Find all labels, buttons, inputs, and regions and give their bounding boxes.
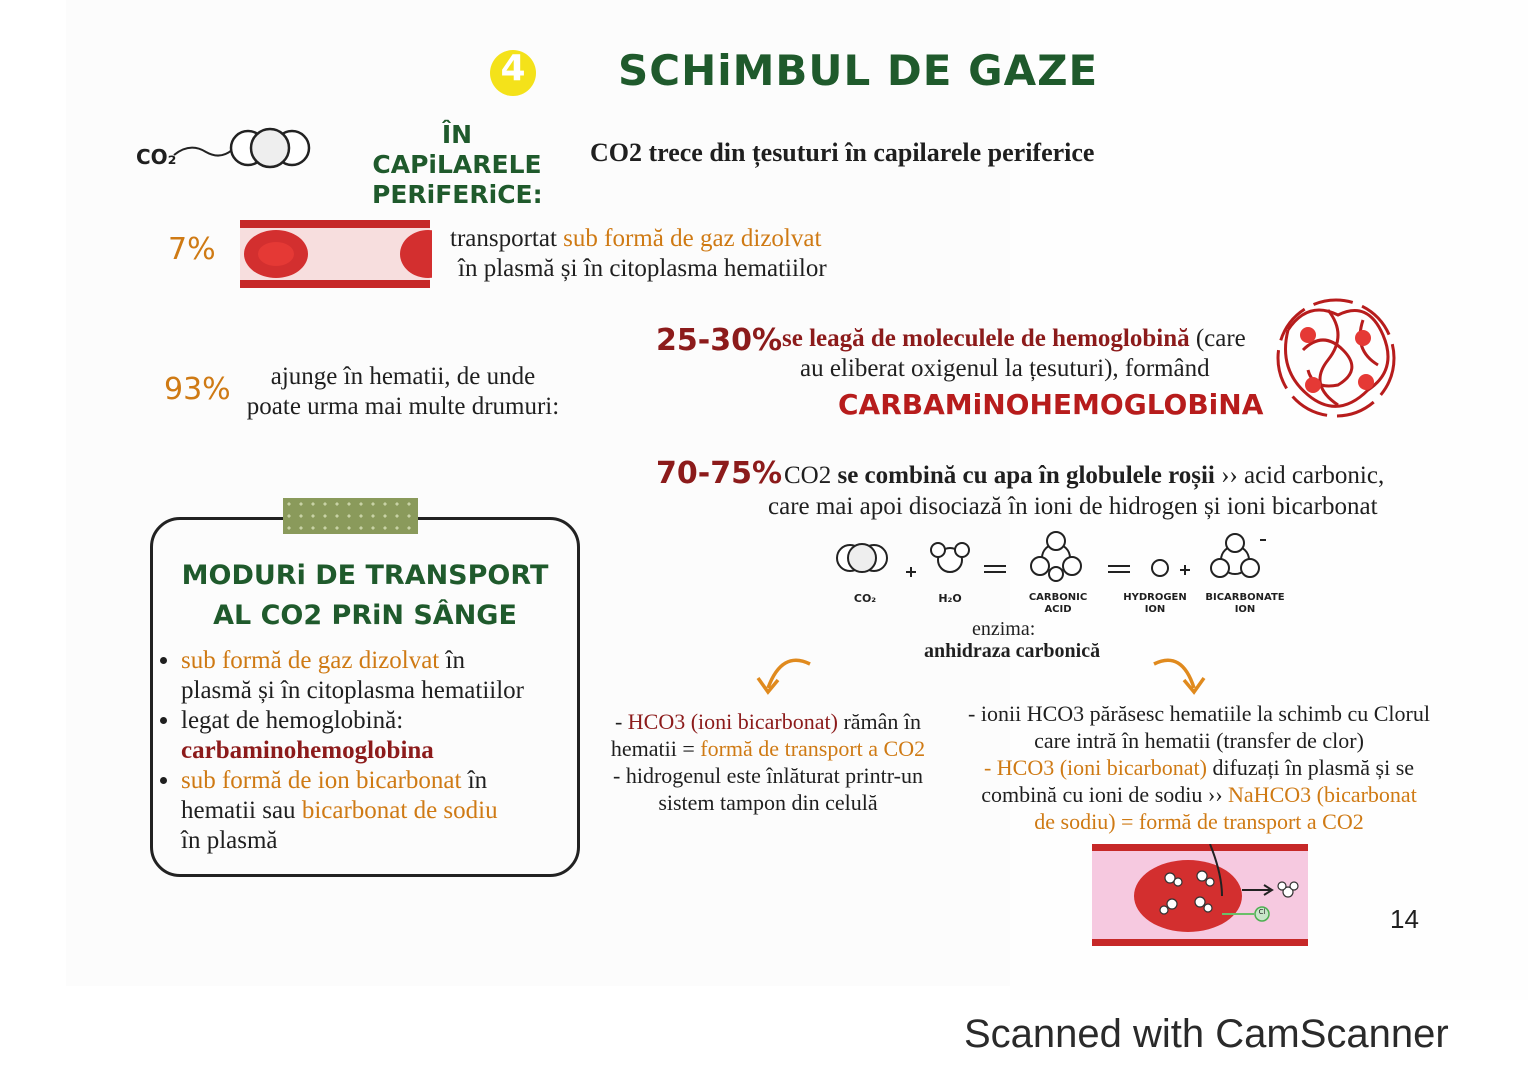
enzyme-name: anhidraza carbonică xyxy=(924,640,1101,662)
right-branch-text xyxy=(968,700,1430,835)
co2-label: CO₂ xyxy=(136,145,177,169)
right-branch-line2: care intră în hematii (transfer de clor) xyxy=(1034,728,1364,753)
left-branch-line2 xyxy=(598,735,938,762)
erythro-line1: ajunge în hematii, de unde xyxy=(270,363,536,390)
reaction-label-bicarbonate-ion: BICARBONATE ION xyxy=(1205,592,1285,615)
box-title-line1: MODURi DE TRANSPORT xyxy=(181,560,549,591)
right-branch-hco3: - HCO3 (ioni bicarbonat) xyxy=(983,755,1207,780)
capillary-heading-line1: ÎN CAPiLARELE xyxy=(372,120,542,179)
left-branch-line4: sistem tampon din celulă xyxy=(658,790,878,815)
bicarbonate-percent: 70-75% xyxy=(656,456,783,491)
box-item3-c: hematii sau xyxy=(181,797,302,824)
box-item3-sodium: bicarbonat de sodiu xyxy=(301,797,498,824)
blood-vessel-icon xyxy=(238,218,432,290)
right-branch-line5: de sodiu) = formă de transport a CO2 xyxy=(1034,809,1364,834)
box-item3-b: în xyxy=(461,767,488,794)
right-branch-l4-a: combină cu ioni de sodiu ›› xyxy=(981,782,1229,807)
chloride-label: Cl xyxy=(1258,908,1266,916)
box-item1-highlight: sub formă de gaz dizolvat xyxy=(181,647,440,674)
bicarbonate-line2: care mai apoi disociază în ioni de hidrogen și ioni bicarbonat xyxy=(768,493,1378,520)
bicarbonate-line1-a: CO2 xyxy=(784,462,838,489)
bicarbonate-highlight: se combină cu apa în globulele roșii xyxy=(837,462,1215,489)
right-branch-line4 xyxy=(968,781,1430,808)
erythro-line2: poate urma mai multe drumuri: xyxy=(246,393,560,420)
bicarbonate-text xyxy=(768,460,1384,522)
left-branch-transport: formă de transport a CO2 xyxy=(700,736,926,761)
right-branch-arrow-icon xyxy=(1148,652,1212,698)
step-number: 4 xyxy=(500,48,526,89)
carbamino-line1-b: (care xyxy=(1189,325,1246,352)
bicarbonate-line1-c: ›› acid carbonic, xyxy=(1214,462,1385,489)
carbamino-highlight: se leagă de moleculele de hemoglobină xyxy=(782,325,1190,352)
capillary-text: CO2 trece din țesuturi în capilarele periferice xyxy=(590,138,1095,167)
left-branch-arrow-icon xyxy=(752,652,816,698)
left-branch-l1-c: rămân în xyxy=(837,709,922,734)
dissolved-line2: în plasmă și în citoplasma hematiilor xyxy=(458,255,827,282)
transport-summary-box xyxy=(150,517,580,877)
carbamino-text xyxy=(782,324,1246,384)
box-list xyxy=(153,646,577,856)
reaction-label-co2: CO₂ xyxy=(853,592,877,605)
right-branch-l3-b: difuzați în plasmă și se xyxy=(1206,755,1415,780)
right-branch-line3 xyxy=(968,754,1430,781)
right-branch-line1: - ionii HCO3 părăsesc hematiile la schimb cu Clorul xyxy=(968,701,1430,726)
box-item1-c: plasmă și în citoplasma hematiilor xyxy=(181,677,524,704)
left-branch-hco3: HCO3 (ioni bicarbonat) xyxy=(627,709,838,734)
carbamino-line1 xyxy=(782,324,1246,354)
dissolved-line1-a: transportat xyxy=(450,225,564,252)
carbamino-percent: 25-30% xyxy=(656,323,783,358)
dissolved-line1 xyxy=(450,224,827,254)
carbamino-name: CARBAMiNOHEMOGLOBiNA xyxy=(838,388,1264,421)
erythro-text xyxy=(238,362,568,422)
capillary-heading xyxy=(372,120,542,210)
capillary-heading-line2: PERiFERiCE: xyxy=(372,180,543,209)
box-item3-e: în plasmă xyxy=(181,827,278,854)
enzyme-label: enzima: xyxy=(972,618,1036,640)
washi-tape xyxy=(283,498,418,534)
reaction-label-hydrogen-ion: HYDROGEN ION xyxy=(1123,592,1187,615)
left-branch-l1-a: - xyxy=(614,709,628,734)
box-list-item-dissolved xyxy=(181,646,577,706)
box-item2-a: legat de hemoglobină: xyxy=(181,707,404,734)
box-title-line2: AL CO2 PRiN SÂNGE xyxy=(213,600,517,631)
erythro-percent: 93% xyxy=(164,372,231,407)
left-branch-text xyxy=(598,708,938,816)
hemoglobin-icon xyxy=(1268,290,1404,426)
carbamino-line2: au eliberat oxigenul la țesuturi), formând xyxy=(800,355,1210,382)
left-branch-line3: - hidrogenul este înlăturat printr-un xyxy=(613,763,923,788)
dissolved-text xyxy=(450,224,827,284)
dissolved-highlight: sub formă de gaz dizolvat xyxy=(563,225,822,252)
chloride-shift-illustration xyxy=(1092,844,1308,946)
reaction-label-carbonic-acid: CARBONIC ACID xyxy=(1028,592,1088,615)
left-branch-line1 xyxy=(598,708,938,735)
left-branch-l2-a: hematii = xyxy=(610,736,701,761)
box-item1-b: în xyxy=(439,647,465,674)
page-number: 14 xyxy=(1390,904,1419,934)
box-list-item-bicarbonate xyxy=(181,766,577,856)
co2-molecule-icon xyxy=(170,120,320,180)
box-list-item-hemoglobin xyxy=(181,706,577,766)
box-item2-highlight: carbaminohemoglobina xyxy=(181,737,434,764)
box-item3-highlight: sub formă de ion bicarbonat xyxy=(181,767,462,794)
scanner-watermark: Scanned with CamScanner xyxy=(964,1012,1449,1056)
reaction-diagram xyxy=(830,528,1290,588)
box-title xyxy=(153,556,577,636)
reaction-label-h2o: H₂O xyxy=(938,592,962,605)
page-title: SCHiMBUL DE GAZE xyxy=(618,46,1099,95)
right-branch-nahco3: NaHCO3 (bicarbonat xyxy=(1228,782,1417,807)
dissolved-percent: 7% xyxy=(168,232,216,267)
bicarbonate-line1 xyxy=(768,460,1384,491)
